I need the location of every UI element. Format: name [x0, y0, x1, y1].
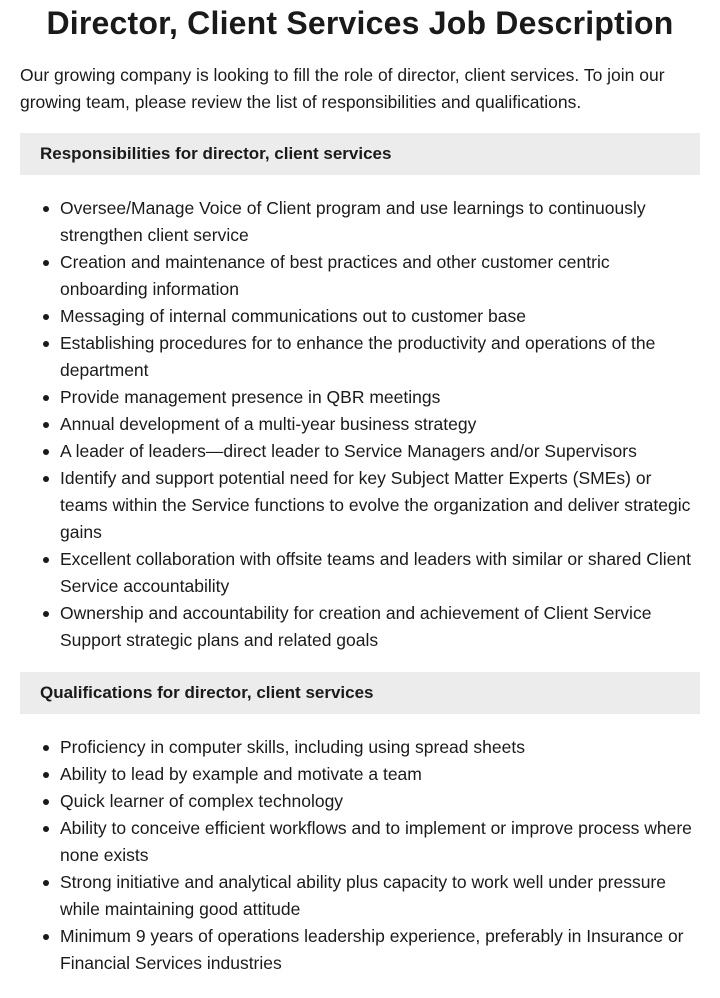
list-item: Creation and maintenance of best practices and other customer centric onboarding information [60, 249, 700, 303]
list-item: Identify and support potential need for key Subject Matter Experts (SMEs) or teams within the Service functions to evolve the organization and deliver strategic gains [60, 465, 700, 546]
list-item: Ownership and accountability for creation and achievement of Client Service Support strategic plans and related goals [60, 600, 700, 654]
bullet-icon [43, 206, 49, 212]
page-title: Director, Client Services Job Description [46, 5, 674, 41]
responsibilities-heading-text: Responsibilities for director, client services [40, 144, 392, 163]
list-item: Quick learner of complex technology [60, 788, 700, 815]
bullet-icon [43, 422, 49, 428]
bullet-icon [43, 799, 49, 805]
bullet-icon [43, 880, 49, 886]
list-item: Oversee/Manage Voice of Client program and use learnings to continuously strengthen client service [60, 195, 700, 249]
responsibilities-list [20, 195, 700, 654]
bullet-icon [43, 611, 49, 617]
bullet-icon [43, 772, 49, 778]
list-item: Ability to lead by example and motivate a team [60, 761, 700, 788]
qualifications-heading [20, 672, 700, 714]
bullet-icon [43, 745, 49, 751]
bullet-icon [43, 826, 49, 832]
list-item: Proficiency in computer skills, including using spread sheets [60, 734, 700, 761]
list-item: Messaging of internal communications out to customer base [60, 303, 700, 330]
bullet-icon [43, 314, 49, 320]
list-item: Ability to conceive efficient workflows and to implement or improve process where none exists [60, 815, 700, 869]
bullet-icon [43, 557, 49, 563]
bullet-icon [43, 476, 49, 482]
responsibilities-heading [20, 133, 700, 175]
list-item: A leader of leaders—direct leader to Service Managers and/or Supervisors [60, 438, 700, 465]
list-item: Establishing procedures for to enhance the productivity and operations of the department [60, 330, 700, 384]
bullet-icon [43, 395, 49, 401]
bullet-icon [43, 449, 49, 455]
qualifications-list [20, 734, 700, 977]
bullet-icon [43, 934, 49, 940]
qualifications-heading-text: Qualifications for director, client services [40, 683, 374, 702]
list-item: Provide management presence in QBR meetings [60, 384, 700, 411]
intro-paragraph: Our growing company is looking to fill the role of director, client services. To join our growing team, please review the list of responsibilities and qualifications. [20, 65, 665, 112]
list-item: Minimum 9 years of operations leadership experience, preferably in Insurance or Financial Services industries [60, 923, 700, 977]
bullet-icon [43, 260, 49, 266]
list-item: Strong initiative and analytical ability plus capacity to work well under pressure while maintaining good attitude [60, 869, 700, 923]
list-item: Annual development of a multi-year business strategy [60, 411, 700, 438]
bullet-icon [43, 341, 49, 347]
list-item: Excellent collaboration with offsite teams and leaders with similar or shared Client Service accountability [60, 546, 700, 600]
